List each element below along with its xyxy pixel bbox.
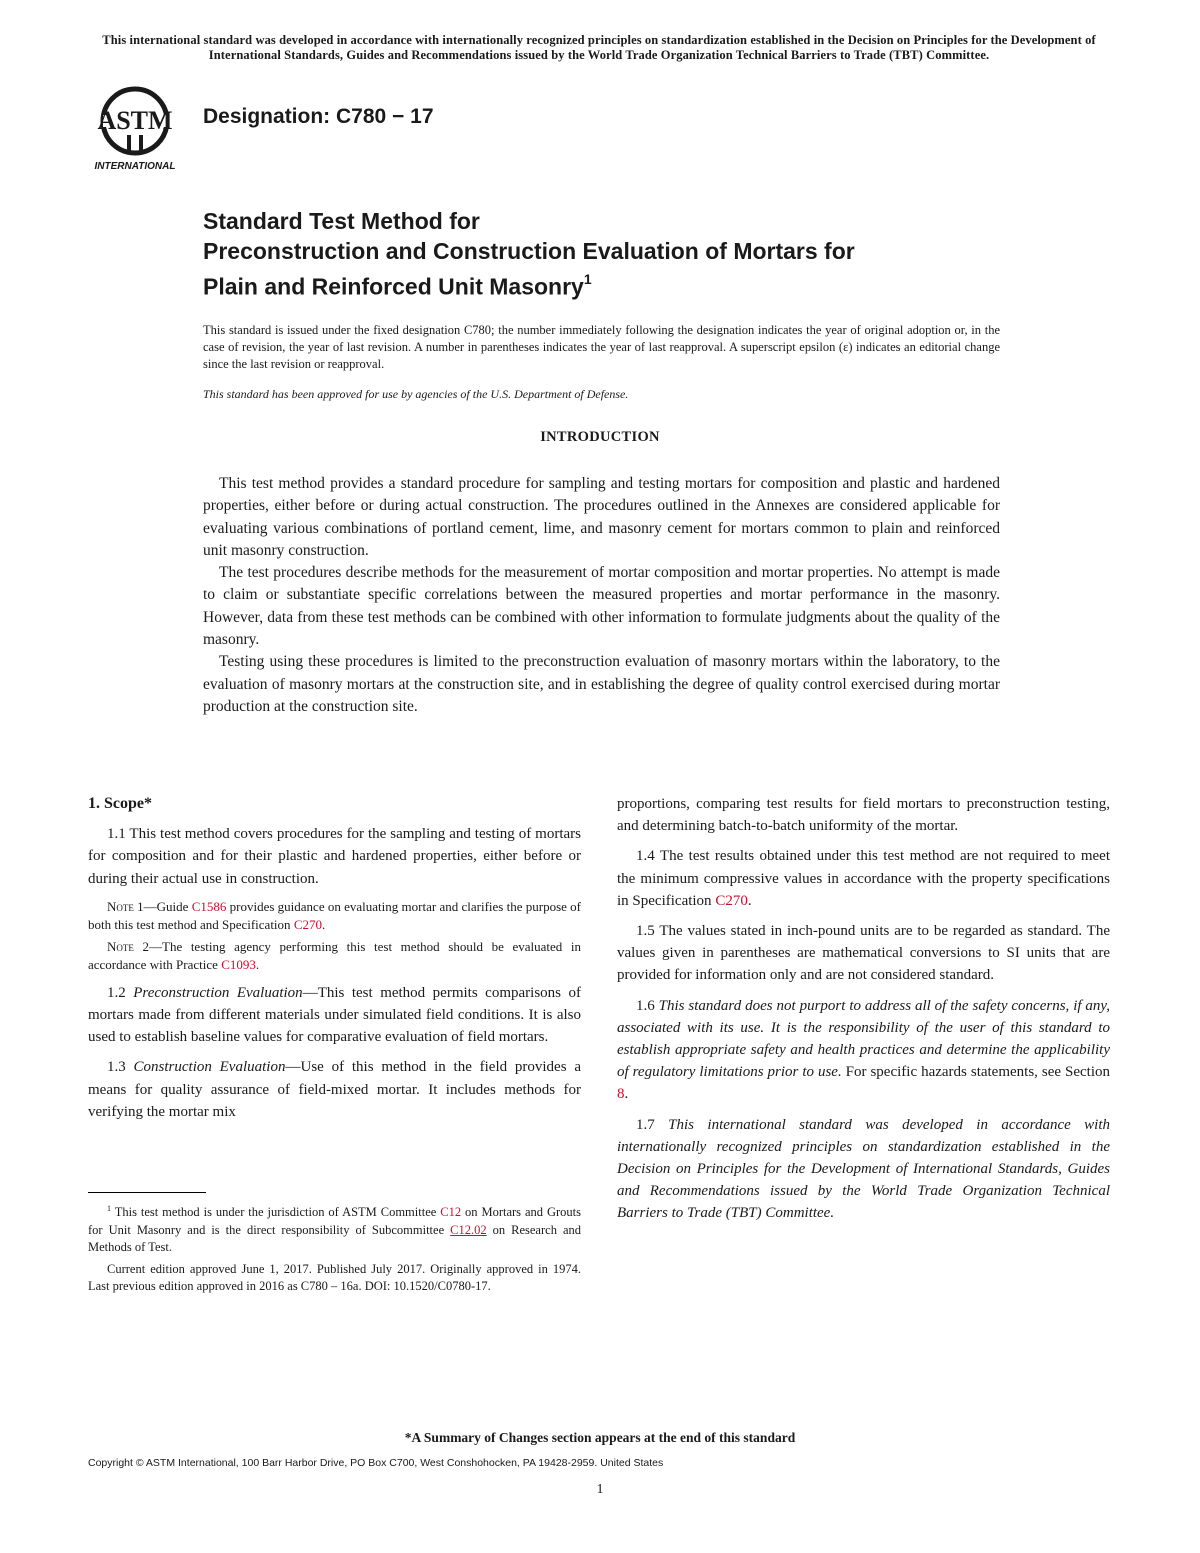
title-line-3-text: Plain and Reinforced Unit Masonry [203,273,584,300]
section-1-6-text: For specific hazards statements, see Section [841,1064,1110,1081]
section-1-7 [617,1114,1110,1225]
intro-paragraph-3: Testing using these procedures is limited to the preconstruction evaluation of masonry mortars within the laboratory, to the evaluation of masonry mortars at the construction site, and in establishing the degree of quality control exercised during mortar production at the construction site. [203,653,1000,715]
left-column [88,793,581,1131]
section-1-6-end: . [624,1086,629,1103]
note-2-text-b: . [255,956,260,972]
section-1-7-italic: This international standard was developed in accordance with internationally recognized principles on standardization established in the Decision on Principles for the Development of International Standards, Guides and Recommendations issued by the World Trade Organization Technical Barriers to Trade (TBT) Committee. [617,1116,1110,1222]
section-1-3-text: —Use of this method in the field provides a means for quality assurance of field-mixed mortar. It includes methods for verifying the mortar mix [88,1059,581,1120]
introduction-body [203,473,1000,718]
link-c270[interactable]: C270 [715,892,748,909]
section-1-3 [88,1056,581,1123]
note-2-text-a: —The testing agency performing this test method should be evaluated in accordance with Practice [88,938,581,972]
link-c12[interactable]: C12 [440,1205,462,1220]
section-1-7-num: 1.7 [636,1116,669,1133]
note-1-text-c: . [321,916,326,932]
note-1 [88,898,581,934]
note-2-label: Note 2 [107,938,149,954]
issued-note: This standard is issued under the fixed designation C780; the number immediately following the designation indicates the year of original adoption or, in the case of revision, the year of last revision. A number in parentheses indicates the year of last reapproval. A superscript epsilon (ε) indicates an editorial change since the last revision or reapproval. [203,323,1000,371]
astm-logo-graphic [85,83,193,173]
document-title [203,206,1083,302]
footnote-edition: Current edition approved June 1, 2017. Published July 2017. Originally approved in 1974. Last previous edition approved in 2016 as C780 – 16a. DOI: 10.1520/C0780-17. [88,1261,581,1294]
section-1-2-text: —This test method permits comparisons of mortars made from different materials under simulated field conditions. It is also used to establish baseline values for comparative evaluation of field mortars. [88,984,581,1046]
tbt-banner: This international standard was developed in accordance with internationally recognized principles on standardization established in the Decision on Principles for the Development of International Standards, Guides and Recommendations issued by the World Trade Organization Technical Barriers to Trade (TBT) Committee. [102,33,1096,62]
footnote-rule [88,1192,206,1193]
section-1-6 [617,995,1110,1106]
note-1-text-b: provides guidance on evaluating mortar and clarifies the purpose of both this test method and Specification [88,898,581,932]
section-1-3-continued: proportions, comparing test results for field mortars to preconstruction testing, and determining batch-to-batch uniformity of the mortar. [617,796,1110,835]
section-1-6-num: 1.6 [636,997,659,1014]
section-1-4-end: . [747,892,752,909]
title-footnote-mark: 1 [583,271,592,287]
designation: Designation: C780 − 17 [203,105,434,128]
footnotes [88,1200,581,1300]
intro-paragraph-2: The test procedures describe methods for the measurement of mortar composition and mortar properties. No attempt is made to claim or substantiate specific correlations between the measured properties and mortar performance in the masonry. However, data from these test methods can be combined with other information to formulate judgments about the quality of the masonry. [203,564,1000,649]
footnote-1-text-a: This test method is under the jurisdiction of ASTM Committee [111,1205,441,1220]
section-1-2 [88,982,581,1049]
astm-logo [85,83,193,173]
section-1-1: 1.1 This test method covers procedures for the sampling and testing of mortars for composition and for their plastic and hardened properties, either before or during their actual use in construction. [88,826,581,887]
note-2 [88,938,581,974]
title-line-3 [203,266,1083,302]
link-c1093[interactable]: C1093 [221,956,256,972]
section-1-3-term: Construction Evaluation [133,1059,286,1076]
section-1-4 [617,845,1110,912]
note-1-label: Note 1 [107,898,144,914]
page-number: 1 [596,1482,604,1497]
footnote-1-mark: 1 [107,1204,111,1213]
section-1-2-num: 1.2 [107,984,134,1001]
note-1-text-a: —Guide [143,898,192,914]
copyright: Copyright © ASTM International, 100 Barr Harbor Drive, PO Box C700, West Conshohocken, PA 19428-2959. United States [88,1457,664,1469]
link-c12-02[interactable]: C12.02 [450,1222,487,1237]
summary-of-changes-note: *A Summary of Changes section appears at the end of this standard [404,1430,796,1445]
footnote-1-text-b: on Mortars and Grouts for Unit Masonry and is the direct responsibility of Subcommittee [88,1205,581,1237]
section-1-6-italic: This standard does not purport to address all of the safety concerns, if any, associated with its use. It is the responsibility of the user of this standard to establish appropriate safety and health practices and determine the applicability of regulatory limitations prior to use. [617,997,1111,1081]
footnote-1 [88,1200,581,1257]
section-1-5: 1.5 The values stated in inch-pound units are to be regarded as standard. The values given in parentheses are mathematical conversions to SI units that are provided for information only and are not considered standard. [617,923,1110,984]
title-line-2: Preconstruction and Construction Evaluation of Mortars for [203,238,855,264]
link-section-8[interactable]: 8 [617,1086,625,1103]
footnote-1-text-c: on Research and Methods of Test. [88,1222,581,1255]
right-column [617,793,1110,1233]
link-c270-note[interactable]: C270 [293,916,322,932]
dod-note: This standard has been approved for use by agencies of the U.S. Department of Defense. [203,387,629,401]
intro-paragraph-1: This test method provides a standard procedure for sampling and testing mortars for composition and plastic and hardened properties, either before or during actual construction. The procedures outlined in the Annexes are considered applicable for evaluating various combinations of portland cement, lime, and masonry cement for mortars common to plain and reinforced unit masonry construction. [203,475,1000,559]
link-c1586[interactable]: C1586 [191,898,227,914]
section-1-2-term: Preconstruction Evaluation [133,984,303,1001]
scope-heading: 1. Scope* [88,795,152,812]
svg-text:ASTM: ASTM [97,106,173,135]
logo-subtext: INTERNATIONAL [94,161,176,172]
introduction-heading: INTRODUCTION [540,429,660,445]
section-1-4-text: 1.4 The test results obtained under this test method are not required to meet the minimum compressive values in accordance with the property specifications in Specification [617,848,1110,909]
section-1-3-num: 1.3 [107,1059,134,1076]
title-line-1: Standard Test Method for [203,208,480,234]
